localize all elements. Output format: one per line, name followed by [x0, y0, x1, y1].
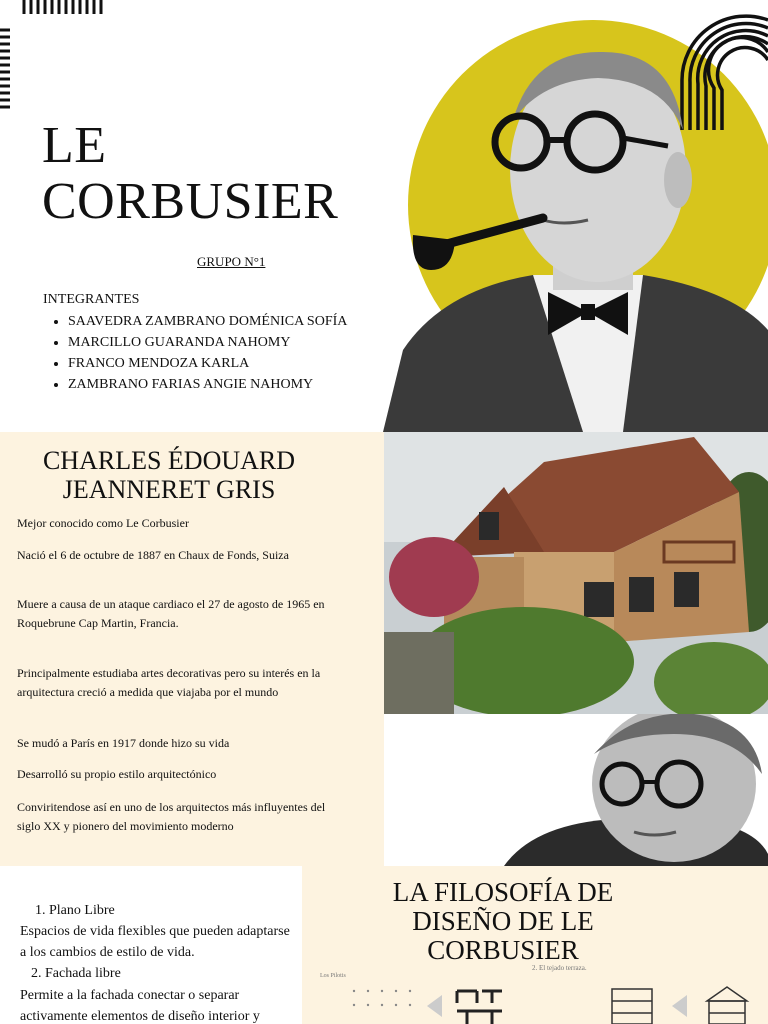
- biography-title: [0, 446, 338, 504]
- cover-title: [42, 118, 338, 230]
- le-corbusier-portrait-photo: [384, 714, 768, 866]
- roof-terrace-caption: 2. El tejado terraza.: [532, 964, 587, 972]
- slide-biography: [0, 432, 768, 866]
- slide-philosophy: [0, 866, 768, 1024]
- philosophy-title-line1: LA FILOSOFÍA DE: [392, 877, 614, 907]
- stripe-decoration-top-left: [0, 0, 110, 112]
- architecture-diagrams: [342, 981, 768, 1024]
- member-item: • ZAMBRANO FARIAS ANGIE NAHOMY: [68, 374, 347, 395]
- bio-paragraph: Conviritendose así en uno de los arquitectos más influyentes del siglo XX y pionero del movimiento moderno: [17, 800, 326, 833]
- bio-paragraph: Nació el 6 de octubre de 1887 en Chaux de Fonds, Suiza: [17, 548, 289, 562]
- slide-cover: [0, 0, 768, 432]
- members-heading: INTEGRANTES: [43, 292, 140, 307]
- bio-paragraph: Muere a causa de un ataque cardiaco el 27 de agosto de 1965 en Roquebrune Cap Martin, Francia.: [17, 597, 325, 630]
- philosophy-panel: [302, 866, 768, 1024]
- bio-paragraph: Se mudó a París en 1917 donde hizo su vida: [17, 736, 230, 750]
- bio-paragraph: Principalmente estudiaba artes decorativas pero su interés en la arquitectura creció a medida que viajaba por el mundo: [17, 666, 321, 699]
- members-list: [52, 311, 347, 395]
- group-label: GRUPO N°1: [197, 254, 266, 269]
- philosophy-title-line2: DISEÑO DE LE: [412, 906, 594, 936]
- cover-title-line1: LE: [42, 117, 107, 174]
- philosophy-title-line3: CORBUSIER: [427, 935, 579, 965]
- principle-heading: 2. Fachada libre: [31, 966, 121, 981]
- portrait-figure: [494, 714, 768, 866]
- member-item: • SAAVEDRA ZAMBRANO DOMÉNICA SOFÍA: [68, 311, 347, 332]
- cover-title-line2: CORBUSIER: [42, 173, 339, 230]
- pilotis-caption: Los Pilotis: [320, 973, 346, 979]
- philosophy-title: [302, 878, 704, 965]
- biography-title-line1: CHARLES ÉDOUARD: [42, 446, 296, 475]
- principles-panel: [0, 866, 302, 1024]
- biography-title-line2: JEANNERET GRIS: [62, 475, 276, 504]
- principle-heading: 1. Plano Libre: [35, 903, 115, 918]
- le-corbusier-portrait-pipe: [383, 30, 768, 432]
- member-item: • MARCILLO GUARANDA NAHOMY: [68, 332, 347, 353]
- bio-paragraph: Desarrolló su propio estilo arquitectónico: [17, 767, 217, 781]
- bio-paragraph: Mejor conocido como Le Corbusier: [17, 516, 189, 530]
- principle-text: Permite a la fachada conectar o separar activamente elementos de diseño interior y: [20, 988, 260, 1024]
- principle-text: Espacios de vida flexibles que pueden adaptarse a los cambios de estilo de vida.: [20, 924, 290, 960]
- member-item: • FRANCO MENDOZA KARLA: [68, 353, 347, 374]
- villa-house-photo: [384, 432, 768, 714]
